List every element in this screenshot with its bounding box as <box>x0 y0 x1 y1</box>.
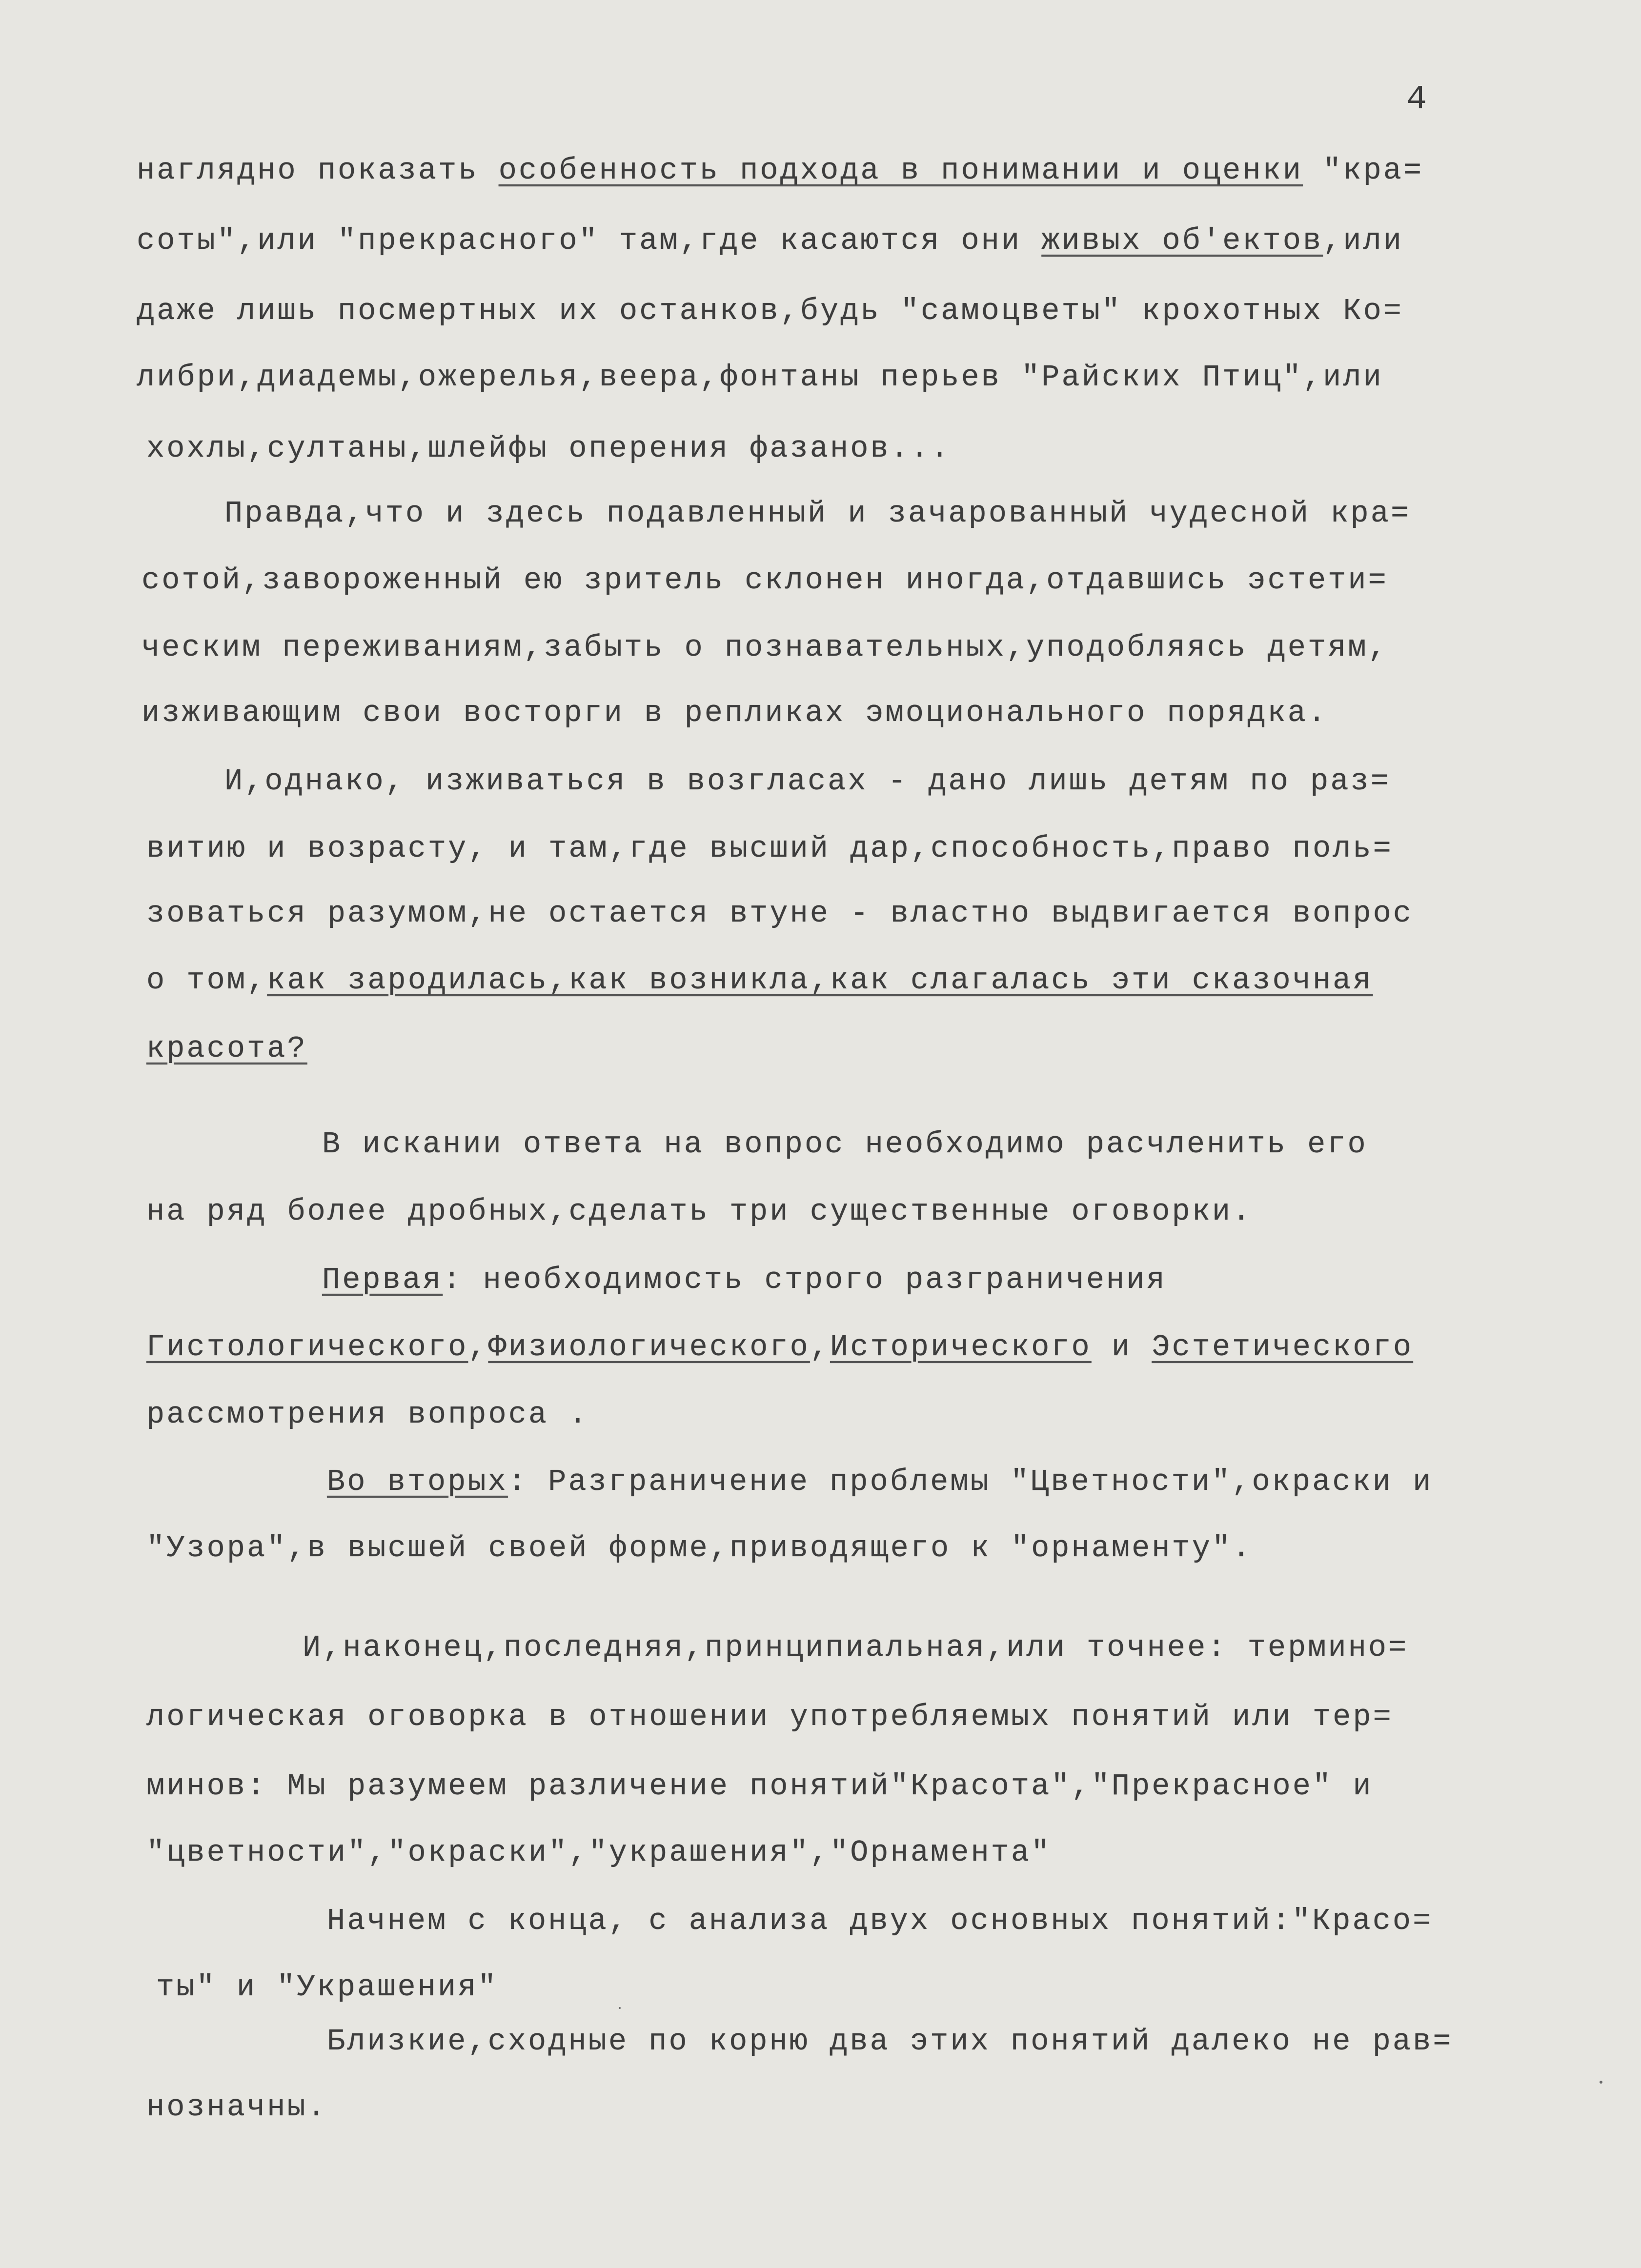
segment: живых об'ектов <box>1041 223 1323 258</box>
text-line <box>146 956 1373 1005</box>
segment: Исторического <box>830 1330 1092 1365</box>
segment: рассмотрения вопроса . <box>146 1397 589 1432</box>
text-line <box>303 1624 1408 1672</box>
segment: витию и возрасту, и там,где высший дар,способность,право поль= <box>146 831 1393 866</box>
text-line <box>327 2017 1453 2066</box>
text-line <box>137 146 1423 195</box>
text-line <box>322 1256 1167 1305</box>
text-line <box>327 1458 1433 1506</box>
segment: : необходимость строго разграничения <box>443 1263 1167 1297</box>
text-line <box>156 1963 498 2012</box>
segment: Физиологического <box>488 1330 810 1365</box>
segment: изживающим свои восторги в репликах эмоционального порядка. <box>142 696 1328 730</box>
segment: И,однако, изживаться в возгласах - дано лишь детям по раз= <box>224 764 1391 799</box>
segment: красота? <box>146 1031 307 1066</box>
segment: , <box>468 1330 488 1365</box>
segment: В искании ответа на вопрос необходимо расчленить его <box>322 1127 1368 1162</box>
text-line <box>224 757 1391 806</box>
segment: Близкие,сходные по корню два этих понятий далеко не рав= <box>327 2024 1453 2059</box>
paper-speck <box>1600 2081 1602 2084</box>
segment: Эстетического <box>1152 1330 1414 1365</box>
segment: "цветности","окраски","украшения","Орнамента" <box>146 1835 1052 1870</box>
segment: соты",или "прекрасного" там,где касаются они <box>137 223 1042 258</box>
segment: Во вторых <box>327 1465 508 1499</box>
segment: наглядно показать <box>137 153 499 188</box>
segment: минов: Мы разумеем различение понятий"Красота","Прекрасное" и <box>146 1769 1373 1804</box>
text-line <box>322 1120 1368 1169</box>
segment: даже лишь посмертных их останков,будь "самоцветы" крохотных Ко= <box>137 294 1403 328</box>
text-line <box>146 1828 1051 1877</box>
text-line <box>146 1693 1393 1742</box>
segment: логическая оговорка в отношении употребляемых понятий или тер= <box>146 1700 1393 1734</box>
page-number: 4 <box>1406 80 1429 119</box>
text-line <box>142 623 1388 672</box>
segment: Гистологического <box>146 1330 468 1365</box>
text-line <box>146 889 1413 938</box>
text-line <box>146 1524 1252 1573</box>
text-line <box>142 689 1328 738</box>
text-line <box>137 217 1403 265</box>
segment: как зародилась,как возникла,как слагалась эти сказочная <box>267 963 1373 998</box>
segment: Первая <box>322 1263 443 1297</box>
segment: либри,диадемы,ожерелья,веера,фонтаны перьев "Райских Птиц",или <box>137 360 1383 395</box>
segment: нозначны. <box>146 2090 327 2125</box>
text-line <box>137 353 1383 402</box>
segment: : Разграничение проблемы "Цветности",окраски и <box>507 1465 1433 1499</box>
segment: И,наконец,последняя,принципиальная,или точнее: термино= <box>303 1630 1409 1665</box>
text-line <box>137 287 1403 336</box>
text-line <box>224 489 1411 538</box>
text-line <box>146 2083 327 2132</box>
segment: ты" и "Украшения" <box>156 1970 498 2005</box>
text-line <box>146 1323 1413 1372</box>
text-line <box>146 424 951 473</box>
segment: Начнем с конца, с анализа двух основных понятий:"Красо= <box>327 1904 1433 1938</box>
segment: на ряд более дробных,сделать три существенные оговорки. <box>146 1194 1253 1229</box>
text-line <box>146 824 1393 873</box>
segment: и <box>1091 1330 1152 1365</box>
segment: "кра= <box>1302 153 1424 188</box>
segment: , <box>810 1330 831 1365</box>
text-line <box>327 1897 1433 1946</box>
segment: сотой,завороженный ею зритель склонен иногда,отдавшись эстети= <box>142 563 1388 598</box>
segment: особенность подхода в понимании и оценки <box>498 153 1303 188</box>
segment: хохлы,султаны,шлейфы оперения фазанов... <box>146 431 951 466</box>
segment: зоваться разумом,не остается втуне - властно выдвигается вопрос <box>146 896 1413 931</box>
text-line <box>146 1390 589 1439</box>
text-line <box>142 556 1388 605</box>
segment: Правда,что и здесь подавленный и зачарованный чудесной кра= <box>224 496 1411 531</box>
segment: о том, <box>146 963 267 998</box>
segment: ,или <box>1323 223 1403 258</box>
segment: ческим переживаниям,забыть о познавательных,уподобляясь детям, <box>142 630 1388 665</box>
text-line <box>146 1187 1252 1236</box>
segment: "Узора",в высшей своей форме,приводящего к "орнаменту". <box>146 1531 1253 1566</box>
paper-speck <box>619 2007 621 2009</box>
text-line <box>146 1762 1373 1811</box>
text-line <box>146 1024 307 1073</box>
